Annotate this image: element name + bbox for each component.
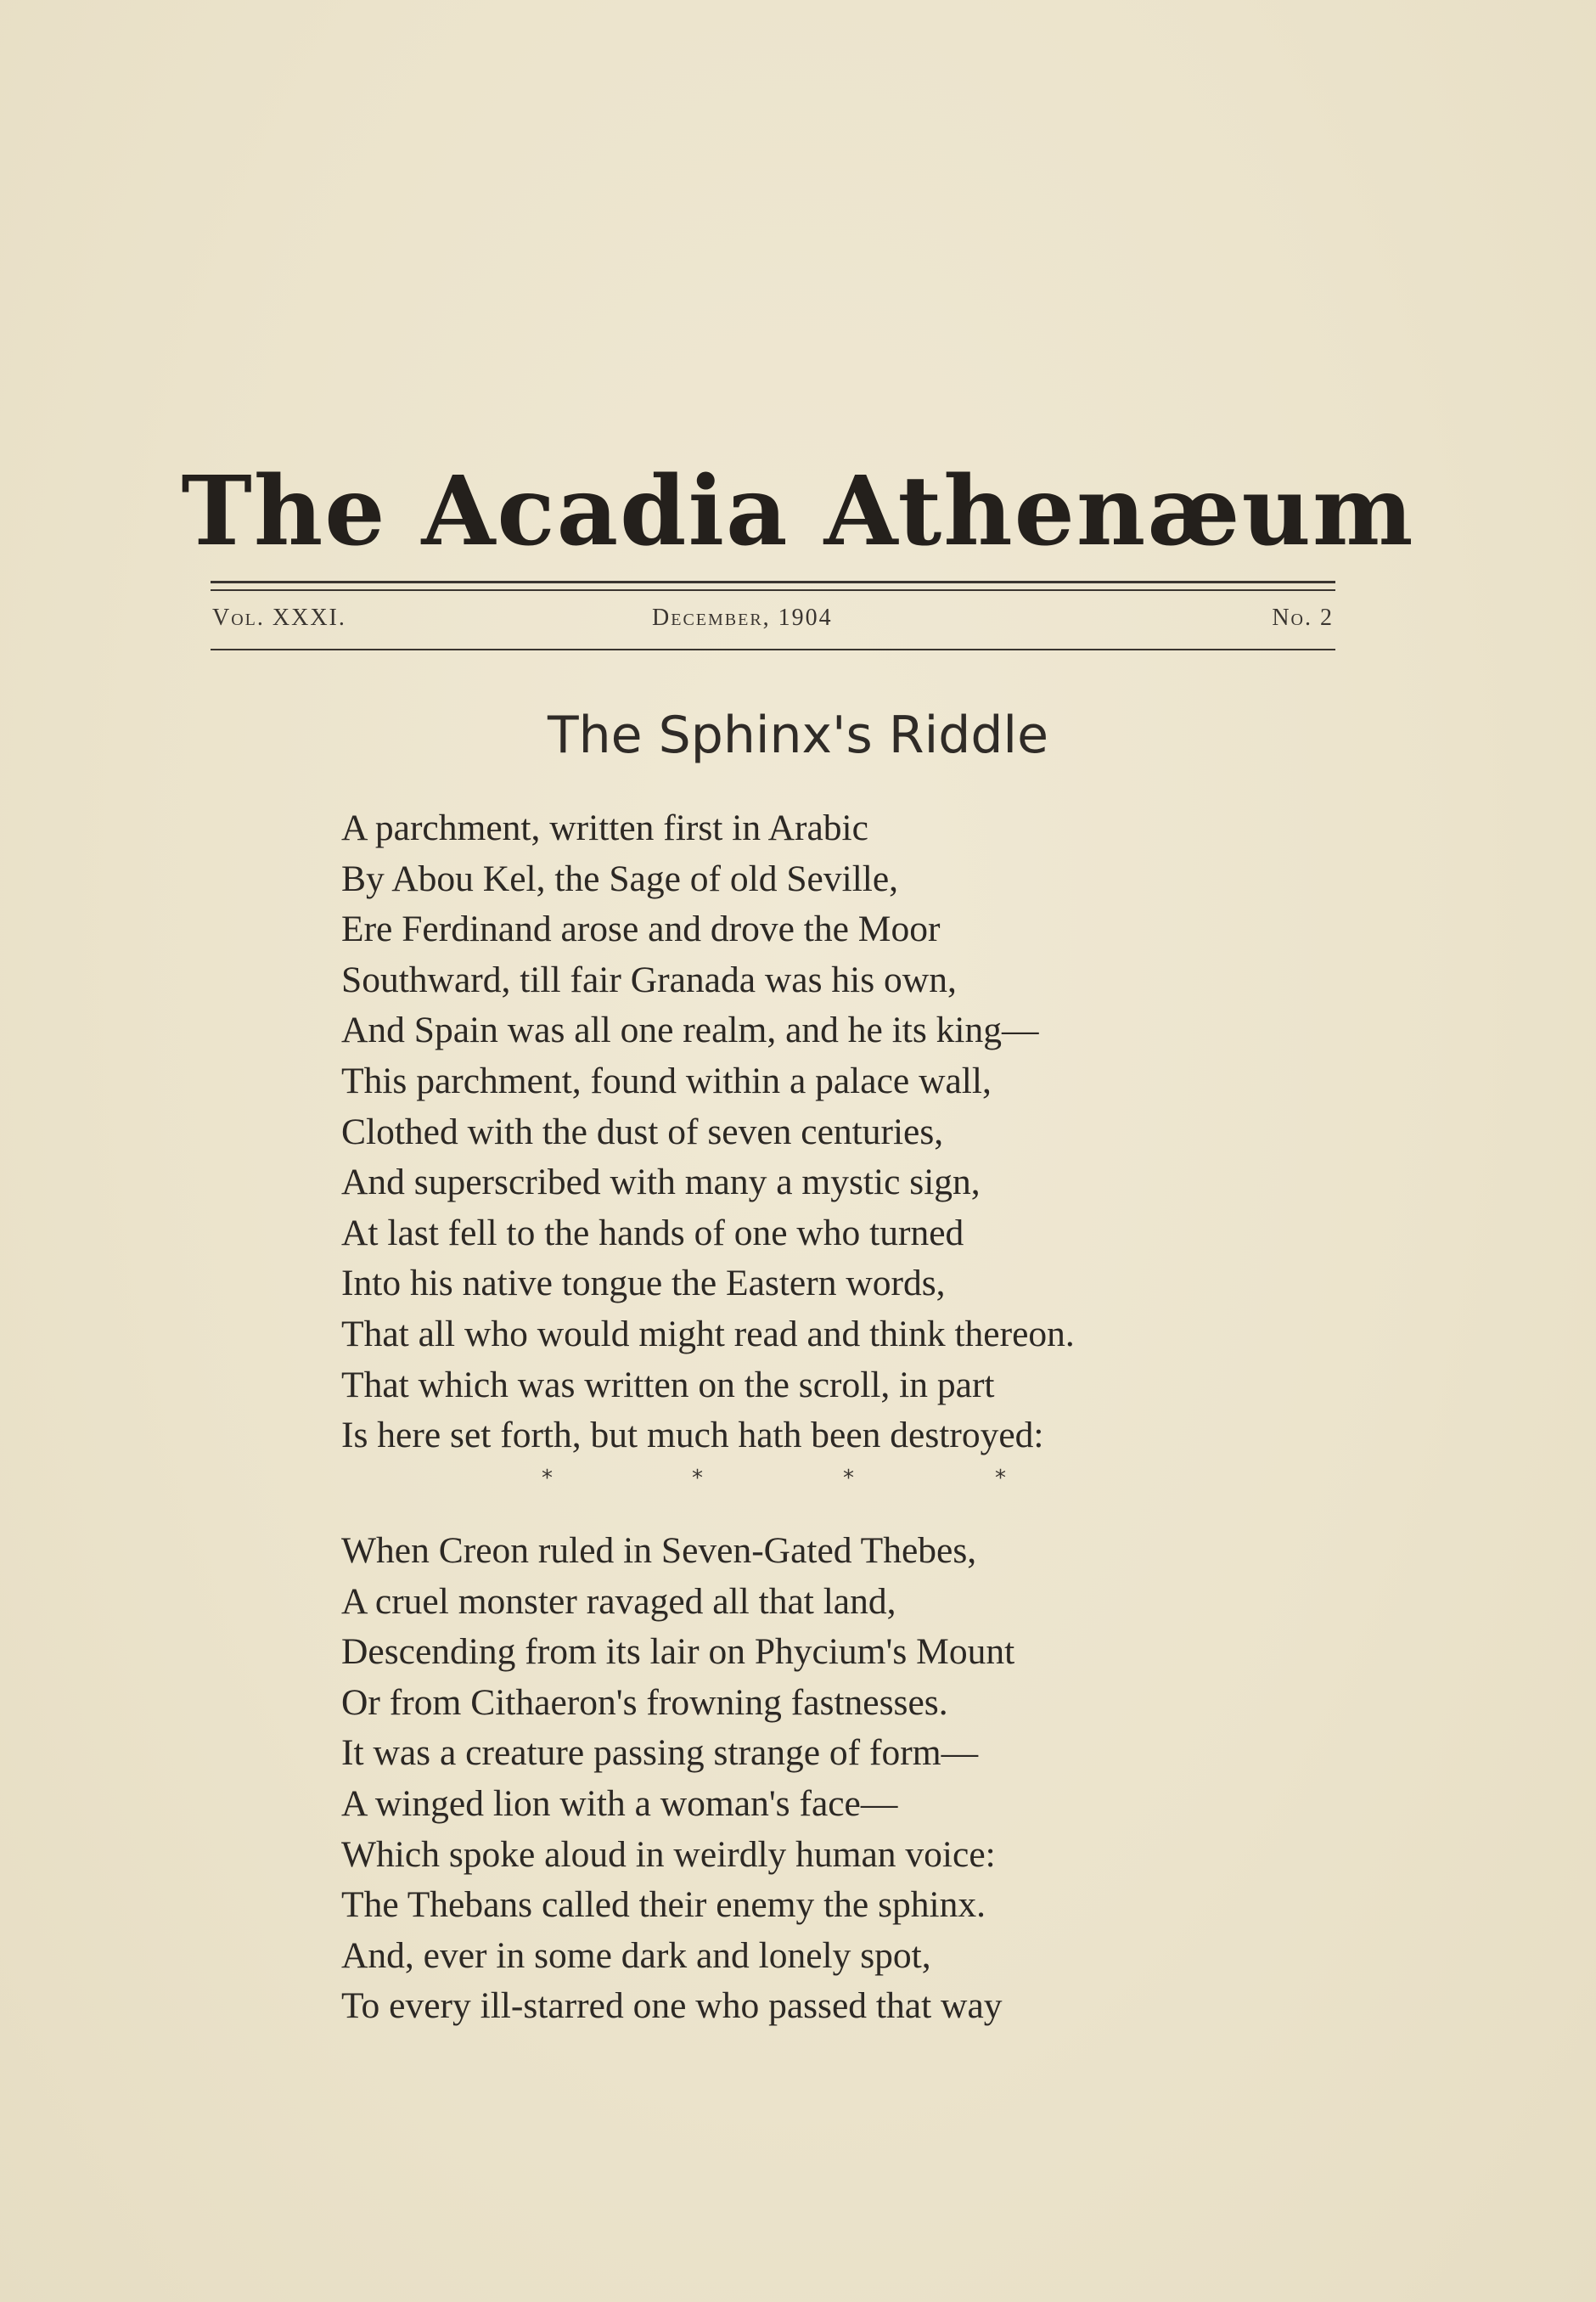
- poem-line: When Creon ruled in Seven-Gated Thebes,: [341, 1530, 977, 1571]
- poem-line: This parchment, found within a palace wall,: [341, 1060, 992, 1101]
- issue-info-bar: [211, 605, 1335, 639]
- poem-line: And Spain was all one realm, and he its king—: [341, 1010, 1039, 1051]
- poem-line: And superscribed with many a mystic sign,: [341, 1162, 981, 1203]
- issue-number: No. 2: [1272, 605, 1334, 631]
- section-separator: [0, 1466, 1596, 1500]
- poem-line: A winged lion with a woman's face—: [341, 1782, 898, 1824]
- poem-line: Clothed with the dust of seven centuries,: [341, 1111, 944, 1152]
- issue-rule-bottom: [211, 649, 1335, 650]
- poem-line: Or from Cithaeron's frowning fastnesses.: [341, 1681, 948, 1723]
- poem-line: A parchment, written first in Arabic: [341, 808, 868, 848]
- poem-line: Southward, till fair Granada was his own,: [341, 959, 957, 1000]
- issue-date: December, 1904: [652, 605, 833, 631]
- poem-line: By Abou Kel, the Sage of old Seville,: [341, 858, 899, 899]
- poem-line: At last fell to the hands of one who turned: [341, 1212, 964, 1253]
- separator-asterisk: *: [692, 1466, 703, 1491]
- poem-line: Descending from its lair on Phycium's Mount: [341, 1631, 1015, 1673]
- poem-stanza-one: [341, 803, 1360, 1461]
- masthead-rule-double: [211, 589, 1335, 591]
- separator-asterisk: *: [843, 1466, 854, 1491]
- poem-line: A cruel monster ravaged all that land,: [341, 1580, 896, 1622]
- poem-line: That all who would might read and think thereon.: [341, 1313, 1075, 1354]
- poem-line: And, ever in some dark and lonely spot,: [341, 1934, 931, 1976]
- poem-stanza-two: [341, 1526, 1360, 2032]
- masthead-rule-top: [211, 581, 1335, 583]
- poem-line: The Thebans called their enemy the sphinx.: [341, 1884, 986, 1926]
- poem-line: Into his native tongue the Eastern words,: [341, 1263, 946, 1304]
- masthead-title: The Acadia Athenæum: [181, 456, 1415, 567]
- poem-line: Ere Ferdinand arose and drove the Moor: [341, 909, 941, 950]
- poem-line: Which spoke aloud in weirdly human voice:: [341, 1833, 996, 1875]
- volume-label: Vol. XXXI.: [212, 605, 346, 631]
- article-title: The Sphinx's Riddle: [547, 706, 1048, 765]
- poem-line: That which was written on the scroll, in part: [341, 1364, 995, 1405]
- separator-asterisk: *: [995, 1466, 1006, 1491]
- poem-line: Is here set forth, but much hath been destroyed:: [341, 1415, 1044, 1456]
- poem-line: It was a creature passing strange of form—: [341, 1732, 979, 1774]
- poem-line: To every ill-starred one who passed that way: [341, 1985, 1003, 2027]
- separator-asterisk: *: [542, 1466, 553, 1491]
